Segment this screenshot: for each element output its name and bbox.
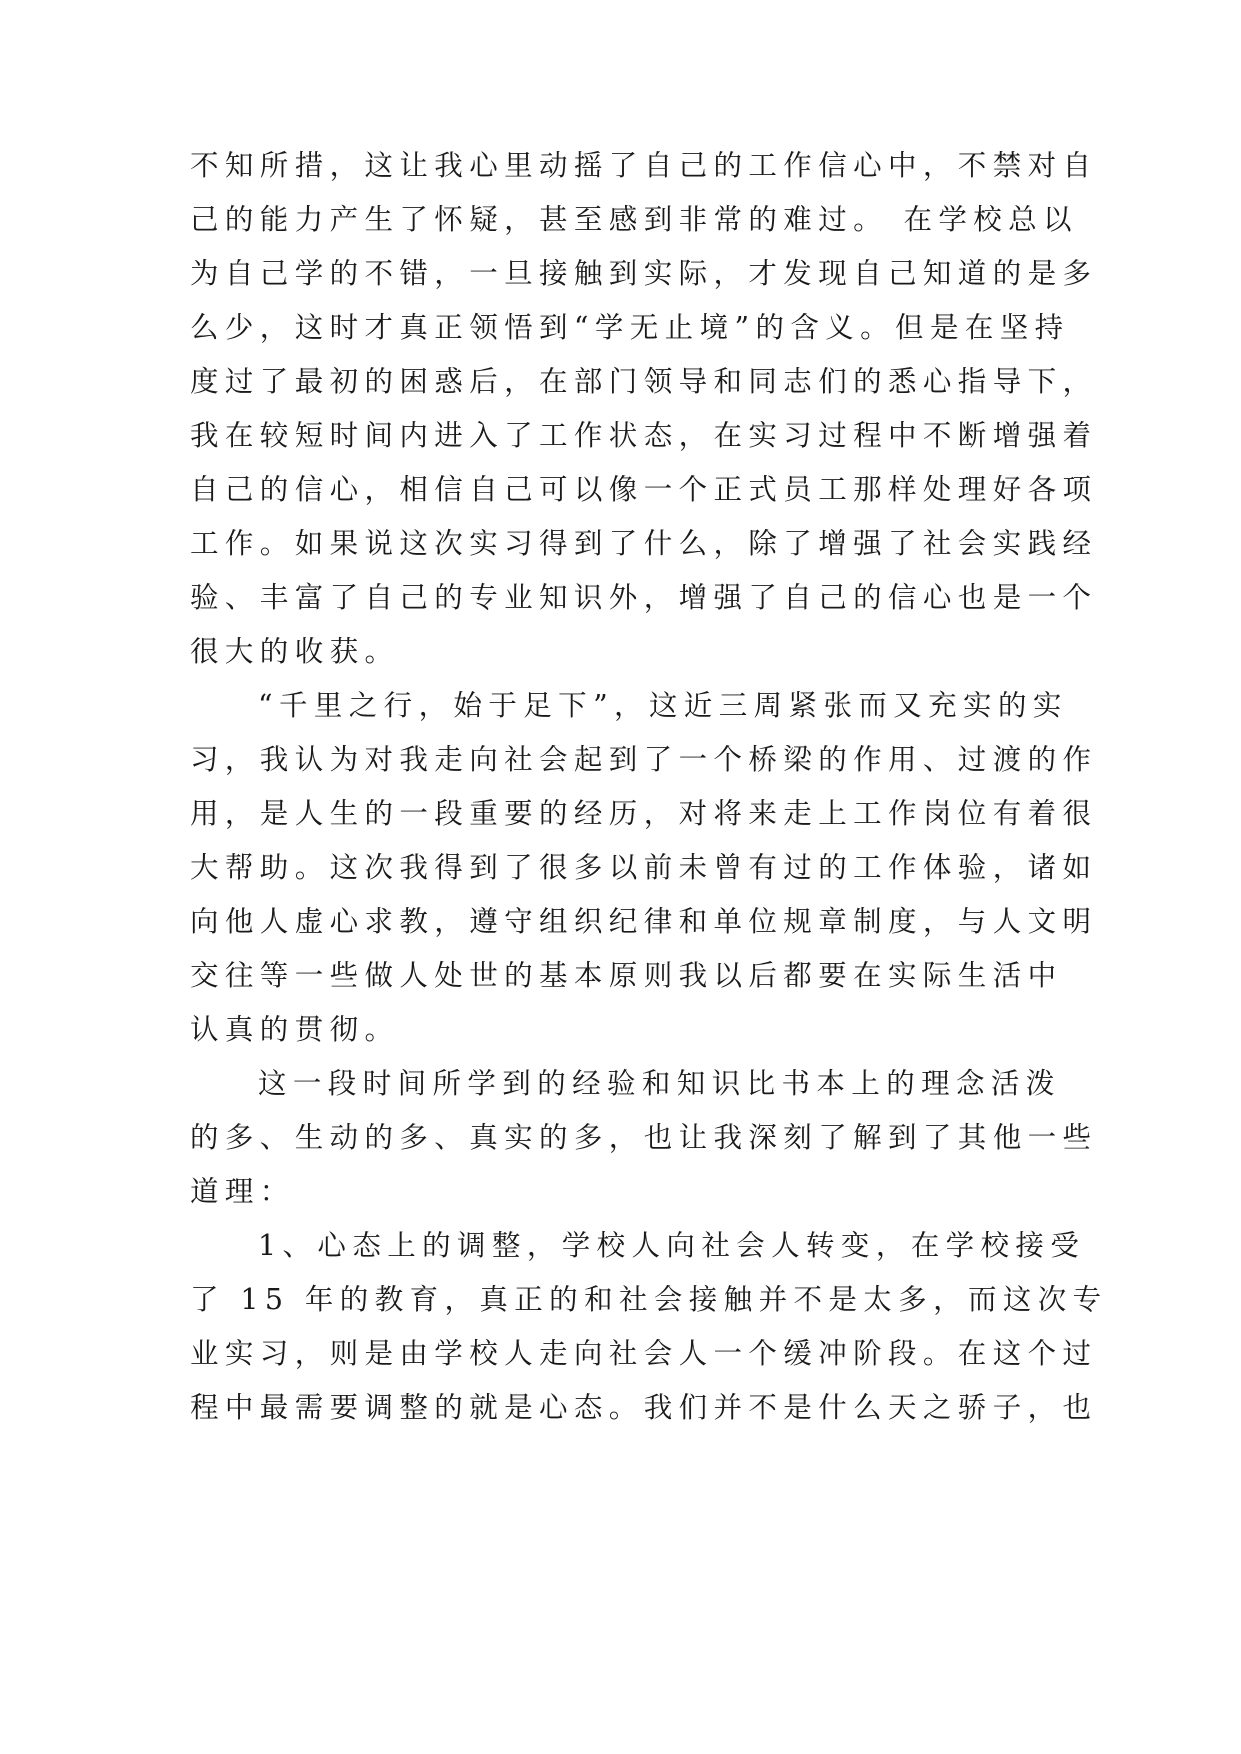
text-line: 很大的收获。: [190, 635, 400, 668]
text-line: 工作。如果说这次实习得到了什么，除了增强了社会实践经: [190, 527, 1098, 560]
text-line: 了 15 年的教育，真正的和社会接触并不是太多，而这次专: [190, 1283, 1108, 1316]
text-line: 验、丰富了自己的专业知识外，增强了自己的信心也是一个: [190, 581, 1098, 614]
text-line: 为自己学的不错，一旦接触到实际，才发现自己知道的是多: [190, 257, 1098, 290]
text-line: 大帮助。这次我得到了很多以前未曾有过的工作体验，诸如: [190, 851, 1098, 884]
text-line: 不知所措，这让我心里动摇了自己的工作信心中，不禁对自: [190, 149, 1098, 182]
text-line: 自己的信心，相信自己可以像一个正式员工那样处理好各项: [190, 473, 1098, 506]
text-line: 程中最需要调整的就是心态。我们并不是什么天之骄子，也: [190, 1391, 1098, 1424]
text-line: 道理：: [190, 1175, 295, 1208]
text-line: 己的能力产生了怀疑，甚至感到非常的难过。 在学校总以: [190, 203, 1078, 236]
text-line: 交往等一些做人处世的基本原则我以后都要在实际生活中: [190, 959, 1063, 992]
text-line: 业实习，则是由学校人走向社会人一个缓冲阶段。在这个过: [190, 1337, 1098, 1370]
text-line: 用，是人生的一段重要的经历，对将来走上工作岗位有着很: [190, 797, 1098, 830]
paragraph-first-line: 1、心态上的调整，学校人向社会人转变，在学校接受: [258, 1229, 1086, 1262]
text-line: 认真的贯彻。: [190, 1013, 400, 1046]
paragraph-first-line: “千里之行，始于足下”，这近三周紧张而又充实的实: [258, 689, 1068, 722]
text-line: 的多、生动的多、真实的多，也让我深刻了解到了其他一些: [190, 1121, 1098, 1154]
text-line: 我在较短时间内进入了工作状态，在实习过程中不断增强着: [190, 419, 1098, 452]
text-line: 度过了最初的困惑后，在部门领导和同志们的悉心指导下，: [190, 365, 1098, 398]
text-line: 么少，这时才真正领悟到“学无止境”的含义。但是在坚持: [190, 311, 1070, 344]
paragraph-first-line: 这一段时间所学到的经验和知识比书本上的理念活泼: [258, 1067, 1061, 1100]
text-line: 习，我认为对我走向社会起到了一个桥梁的作用、过渡的作: [190, 743, 1098, 776]
text-line: 向他人虚心求教，遵守组织纪律和单位规章制度，与人文明: [190, 905, 1098, 938]
